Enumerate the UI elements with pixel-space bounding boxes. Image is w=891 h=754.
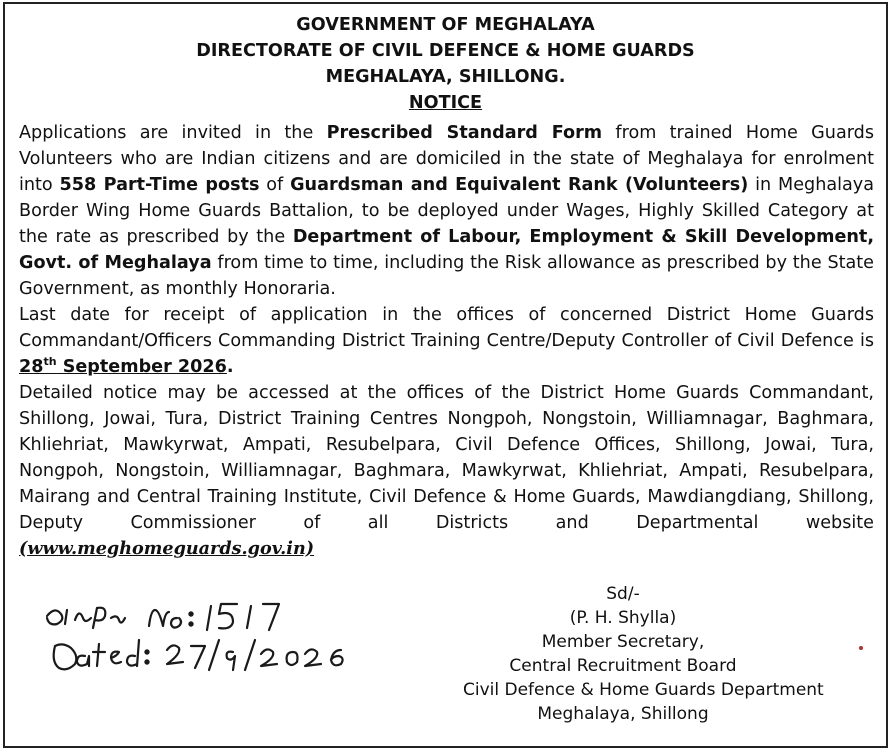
handwritten-dated [54,640,343,670]
text-span: from time to time, including the Risk allowance as prescribed by the State Government, as monthly Honoraria. [19,253,875,299]
signature-block [463,582,824,726]
date-day: 28 [19,357,44,377]
text-span: of [259,175,291,195]
date-rest: September 2026 [56,357,227,377]
date-suffix: th [43,355,57,369]
notice-body [19,120,874,562]
text-span: Applications are invited in the [19,123,327,143]
paragraph-applications [19,120,874,302]
handwritten-annotation [41,594,381,684]
government-heading: GOVERNMENT OF MEGHALAYA [296,15,595,35]
signed-mark: Sd/- [606,584,640,604]
directorate-heading: DIRECTORATE OF CIVIL DEFENCE & HOME GUARDS [196,41,695,61]
paragraph-details [19,380,874,562]
signature-place: Meghalaya, Shillong [537,704,709,724]
bold-post-count: 558 Part-Time posts [59,175,260,195]
ink-speck [859,646,863,650]
department-name: Civil Defence & Home Guards Department [463,680,824,700]
text-span: from trained Home Guards Volunteers who are Indian citizens and are domiciled in the state of Meghalaya for enrolment into [19,123,874,195]
last-date [19,357,227,377]
paragraph-last-date [19,302,874,380]
website-link[interactable]: (www.meghomeguards.gov.in) [19,538,315,559]
notice-document [3,2,888,748]
board-name: Central Recruitment Board [509,656,737,676]
signatory-designation: Member Secretary, [541,632,705,652]
text-span: Last date for receipt of application in the offices of concerned District Home Guards Commandant/Officers Commanding District Training Centre/Deputy Controller of Civil Defence is [19,305,874,351]
location-heading: MEGHALAYA, SHILLONG. [325,67,566,87]
notice-title: NOTICE [408,93,483,113]
text-span: in Meghalaya Border Wing Home Guards Battalion, to be deployed under Wages, Highly Skilled Category at the rate as prescribed by the [19,175,874,247]
signatory-name: (P. H. Shylla) [569,608,677,628]
bold-rank: Guardsman and Equivalent Rank (Volunteers) [290,175,749,195]
bold-department: Department of Labour, Employment & Skill Development, Govt. of Meghalaya [19,227,875,273]
text-span: Detailed notice may be accessed at the offices of the District Home Guards Commandant, Shillong, Jowai, Tura, District Training Centres Nongpoh, Nongstoin, Williamnagar, Baghmara, Khliehriat, Mawkyrwat, Ampati, Resubelpara, Civil Defence Offices, Shillong, Jowai, Tura, Nongpoh, Nongstoin, Williamnagar, Baghmara, Mawkyrwat, Khliehriat, Ampati, Resubelpara, Mairang and Central Training Institute, Civil Defence & Home Guards, Mawdiangdiang, Shillong, Deputy Commissioner of all Districts and Departmental website [19,383,874,533]
period: . [226,357,234,377]
bold-form-name: Prescribed Standard Form [326,123,603,143]
handwritten-dipr-number [47,604,279,630]
document-header [5,12,886,116]
